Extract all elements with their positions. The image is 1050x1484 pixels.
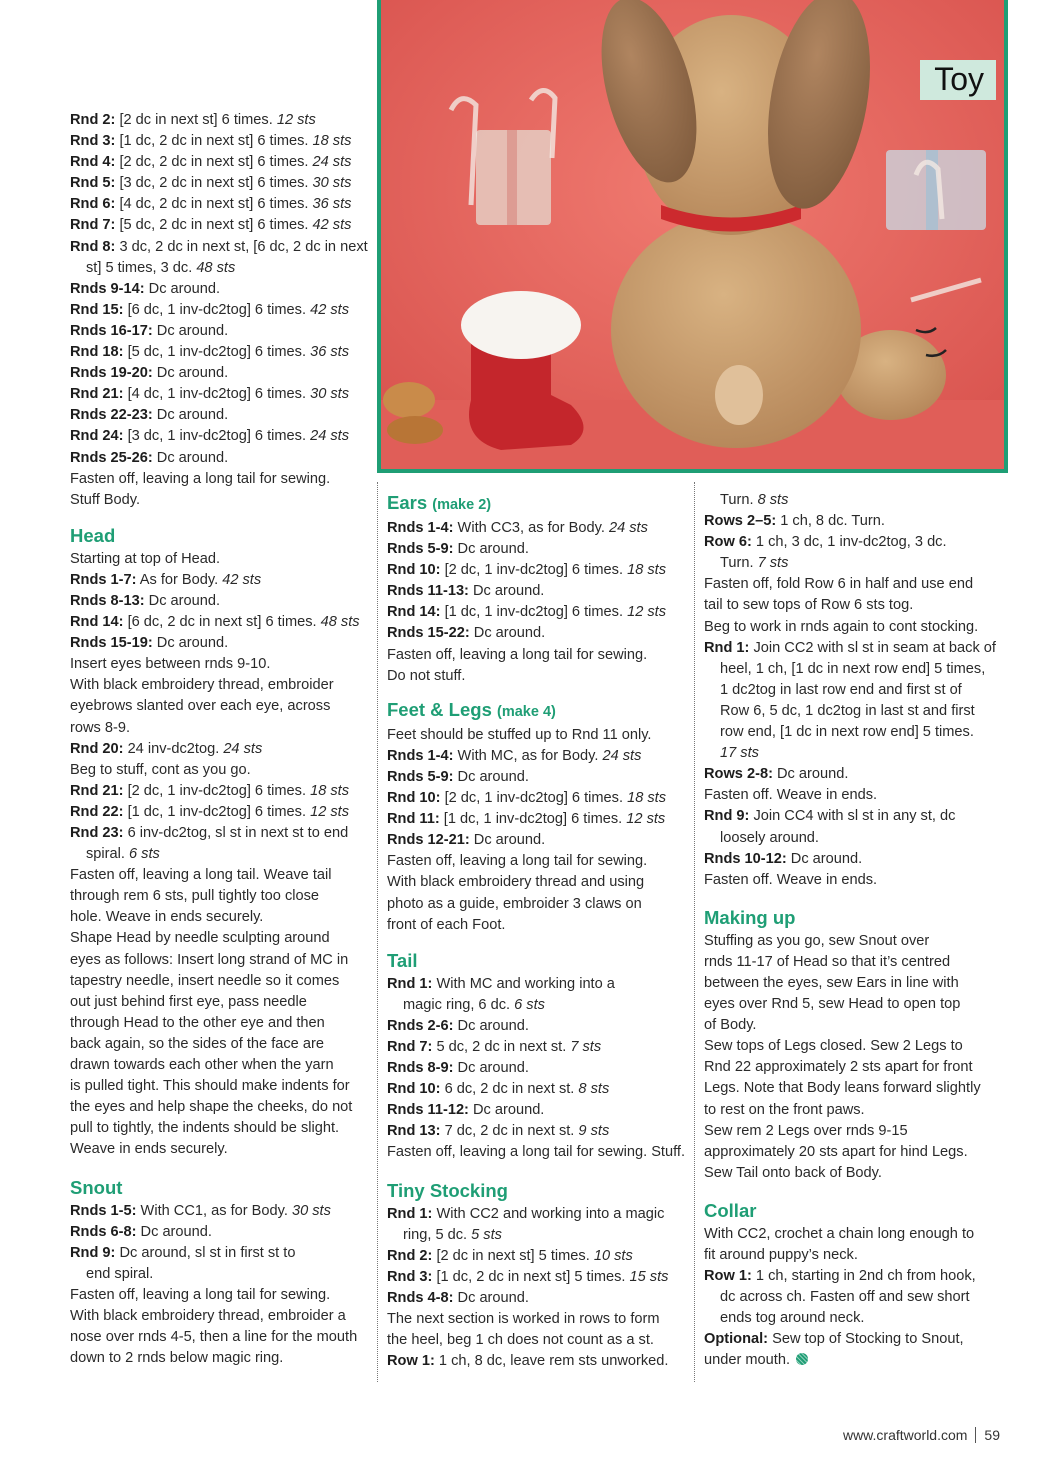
instruction-line: rnds 11-17 of Head so that it’s centred — [704, 953, 951, 970]
instruction-line: Turn. 8 sts — [720, 492, 789, 508]
instruction-line: Stuff Body. — [70, 491, 141, 508]
section-badge: Toy — [920, 60, 996, 100]
instruction-line: Feet should be stuffed up to Rnd 11 only. — [387, 726, 652, 743]
instruction-line: Rnd 22 approximately 2 sts apart for front — [704, 1059, 973, 1076]
instruction-line: end spiral. — [86, 1265, 154, 1282]
column-ears-legs-tail-stocking — [387, 490, 683, 1372]
instruction-line: Stuffing as you go, sew Snout over — [704, 932, 930, 949]
instruction-line: With black embroidery thread and using — [387, 874, 645, 891]
instruction-line: ends tog around neck. — [720, 1310, 865, 1327]
instruction-line: Rnd 6: [4 dc, 2 dc in next st] 6 times. 36 sts — [70, 196, 352, 213]
instruction-line: Legs. Note that Body leans forward slightly — [704, 1080, 981, 1097]
instruction-line: eyes over Rnd 5, sew Head to open top — [704, 996, 961, 1013]
instruction-line: Rnd 23: 6 inv-dc2tog, sl st in next st to end — [70, 825, 349, 841]
instruction-line: Rnd 13: 7 dc, 2 dc in next st. 9 sts — [387, 1123, 610, 1140]
instruction-line: Rnds 1-4: With CC3, as for Body. 24 sts — [387, 520, 648, 536]
instruction-line: Rows 2-8: Dc around. — [704, 766, 849, 783]
instruction-line: Rnds 25-26: Dc around. — [70, 449, 229, 466]
instruction-line: pull to tightly, the indents should be slight. — [70, 1120, 340, 1137]
section-heading-snout: Snout — [70, 1176, 123, 1198]
instruction-line: Fasten off, fold Row 6 in half and use end — [704, 576, 974, 593]
section-heading-making-up: Making up — [704, 906, 796, 928]
instruction-line: tapestry needle, insert needle so it comes — [70, 972, 340, 989]
instruction-line: of Body. — [704, 1017, 757, 1034]
section-heading-collar: Collar — [704, 1199, 757, 1221]
instruction-line: Rnd 10: 6 dc, 2 dc in next st. 8 sts — [387, 1081, 610, 1098]
instruction-line: the eyes and help shape the cheeks, do not — [70, 1099, 353, 1116]
instruction-line: Beg to stuff, cont as you go. — [70, 761, 251, 778]
instruction-line: through Head to the other eye and then — [70, 1014, 325, 1031]
instruction-line: The next section is worked in rows to form — [387, 1311, 660, 1327]
instruction-line: Turn. 7 sts — [720, 555, 789, 572]
website-link[interactable]: www.craftworld.com — [842, 1427, 968, 1443]
instruction-line: hole. Weave in ends securely. — [70, 909, 264, 926]
instruction-line: Rnds 1-7: As for Body. 42 sts — [70, 571, 262, 588]
instruction-line: 17 sts — [720, 745, 759, 762]
section-heading-ears: Ears (make 2) — [387, 492, 492, 513]
instruction-line: down to 2 rnds below magic ring. — [70, 1350, 284, 1367]
instruction-line: Rnd 9: Join CC4 with sl st in any st, dc — [704, 808, 956, 825]
instruction-line: Rnd 5: [3 dc, 2 dc in next st] 6 times. 30 sts — [70, 175, 352, 192]
instruction-line: back again, so the sides of the face are — [70, 1035, 324, 1052]
instruction-line: With CC2, crochet a chain long enough to — [704, 1225, 975, 1242]
section-heading-head: Head — [70, 524, 116, 546]
instruction-line: Fasten off, leaving a long tail. Weave tail — [70, 867, 332, 884]
instruction-line: Rnd 2: [2 dc in next st] 6 times. 12 sts — [70, 112, 316, 128]
column-body-head-snout — [70, 110, 370, 1369]
instruction-line: Rnds 19-20: Dc around. — [70, 365, 229, 382]
instruction-line: Beg to work in rnds again to cont stocking. — [704, 618, 979, 635]
instruction-line: front of each Foot. — [387, 916, 506, 933]
section-heading-tail: Tail — [387, 949, 418, 971]
instruction-line: spiral. 6 sts — [86, 846, 160, 863]
column-stocking-making-up-collar — [704, 490, 1004, 1372]
instruction-line: Rnds 1-4: With MC, as for Body. 24 sts — [387, 747, 642, 764]
page-number: 59 — [984, 1427, 1000, 1443]
instruction-line: Row 1: 1 ch, 8 dc, leave rem sts unworked. — [387, 1353, 669, 1370]
instruction-line: row end, [1 dc in next row end] 5 times. — [720, 724, 974, 741]
instruction-line: Fasten off. Weave in ends. — [704, 871, 878, 888]
instruction-line: Rnds 6-8: Dc around. — [70, 1223, 212, 1240]
instruction-line: Rnds 15-22: Dc around. — [387, 625, 546, 642]
instruction-line: Fasten off, leaving a long tail for sewing. — [387, 646, 648, 663]
instruction-line: dc across ch. Fasten off and sew short — [720, 1289, 970, 1306]
instruction-line: Rnd 14: [6 dc, 2 dc in next st] 6 times. 48 sts — [70, 614, 360, 631]
instruction-line: Rnds 5-9: Dc around. — [387, 541, 529, 558]
column-divider-left — [377, 482, 378, 1382]
instruction-line: loosely around. — [720, 829, 819, 846]
instruction-line: 1 dc2tog in last row end and first st of — [720, 681, 962, 698]
instruction-line: Rnd 10: [2 dc, 1 inv-dc2tog] 6 times. 18 sts — [387, 790, 667, 807]
instruction-line: eyebrows slanted over each eye, across — [70, 698, 331, 715]
column-divider-right — [694, 482, 695, 1382]
instruction-line: ring, 5 dc. 5 sts — [403, 1226, 502, 1243]
instruction-line: approximately 20 sts apart for hind Legs. — [704, 1143, 968, 1160]
instruction-line: Fasten off, leaving a long tail for sewing. — [387, 853, 648, 870]
instruction-line: Rnd 7: 5 dc, 2 dc in next st. 7 sts — [387, 1038, 602, 1055]
instruction-line: under mouth. — [704, 1350, 1004, 1371]
instruction-line: Rnds 22-23: Dc around. — [70, 407, 229, 424]
instruction-line: st] 5 times, 3 dc. 48 sts — [86, 259, 236, 276]
page-footer — [843, 1427, 1000, 1443]
instruction-line: Shape Head by needle sculpting around — [70, 930, 330, 947]
instruction-line: Rnds 15-19: Dc around. — [70, 635, 229, 652]
instruction-line: the heel, beg 1 ch does not count as a st. — [387, 1332, 654, 1349]
instruction-line: Rnd 4: [2 dc, 2 dc in next st] 6 times. 24 sts — [70, 154, 352, 171]
instruction-line: Rnds 11-13: Dc around. — [387, 583, 545, 600]
instruction-line: Rnd 2: [2 dc in next st] 5 times. 10 sts — [387, 1247, 633, 1264]
instruction-line: out just behind first eye, pass needle — [70, 993, 307, 1010]
instruction-line: Rnd 20: 24 inv-dc2tog. 24 sts — [70, 740, 263, 757]
instruction-line: Rnd 15: [6 dc, 1 inv-dc2tog] 6 times. 42 sts — [70, 301, 350, 318]
instruction-line: Sew tops of Legs closed. Sew 2 Legs to — [704, 1038, 963, 1055]
instruction-line: Rnds 5-9: Dc around. — [387, 768, 529, 785]
instruction-line: Row 6: 1 ch, 3 dc, 1 inv-dc2tog, 3 dc. — [704, 534, 947, 551]
instruction-line: Fasten off, leaving a long tail for sewing. — [70, 1286, 331, 1303]
instruction-line: fit around puppy’s neck. — [704, 1247, 858, 1263]
instruction-line: Fasten off, leaving a long tail for sewing. — [70, 470, 331, 487]
instruction-line: Row 1: 1 ch, starting in 2nd ch from hook, — [704, 1268, 976, 1285]
instruction-line: to rest on the front paws. — [704, 1101, 865, 1118]
instruction-line: Rnd 1: Join CC2 with sl st in seam at back of — [704, 639, 996, 656]
section-heading-feet-legs: Feet & Legs (make 4) — [387, 698, 556, 720]
instruction-line: Rnds 9-14: Dc around. — [70, 280, 221, 297]
instruction-line: Rnd 21: [4 dc, 1 inv-dc2tog] 6 times. 30 sts — [70, 386, 350, 403]
instruction-line: Sew rem 2 Legs over rnds 9-15 — [704, 1122, 908, 1139]
instruction-line: nose over rnds 4-5, then a line for the mouth — [70, 1329, 358, 1346]
instruction-line: Sew Tail onto back of Body. — [704, 1164, 882, 1181]
instruction-line: Starting at top of Head. — [70, 550, 221, 567]
instruction-line: Rnds 8-9: Dc around. — [387, 1060, 529, 1077]
instruction-line: Rnds 10-12: Dc around. — [704, 850, 863, 867]
yarn-ball-end-icon — [796, 1353, 808, 1365]
instruction-line: Rnd 24: [3 dc, 1 inv-dc2tog] 6 times. 24 sts — [70, 428, 350, 445]
instruction-line: Rnds 12-21: Dc around. — [387, 832, 546, 849]
amigurumi-puppy-illustration — [381, 0, 1004, 469]
instruction-line: Rnd 21: [2 dc, 1 inv-dc2tog] 6 times. 18 sts — [70, 782, 350, 799]
instruction-line: Row 6, 5 dc, 1 dc2tog in last st and first — [720, 702, 975, 719]
instruction-line: drawn towards each other when the yarn — [70, 1057, 334, 1074]
instruction-line: magic ring, 6 dc. 6 sts — [403, 996, 545, 1013]
instruction-line: Weave in ends securely. — [70, 1141, 228, 1158]
instruction-line: Rnd 10: [2 dc, 1 inv-dc2tog] 6 times. 18 sts — [387, 562, 667, 579]
instruction-line: Rnds 1-5: With CC1, as for Body. 30 sts — [70, 1202, 331, 1219]
instruction-line: Rnd 22: [1 dc, 1 inv-dc2tog] 6 times. 12 sts — [70, 803, 350, 820]
instruction-line: Rnd 7: [5 dc, 2 dc in next st] 6 times. 42 sts — [70, 217, 352, 234]
instruction-line: eyes as follows: Insert long strand of MC in — [70, 951, 349, 968]
instruction-line: Fasten off. Weave in ends. — [704, 787, 878, 804]
instruction-line: Rnds 8-13: Dc around. — [70, 592, 221, 609]
instruction-line: With black embroidery thread, embroider — [70, 677, 334, 694]
hero-photo — [377, 0, 1008, 473]
instruction-line: Rnds 2-6: Dc around. — [387, 1017, 529, 1034]
instruction-line: Rnd 18: [5 dc, 1 inv-dc2tog] 6 times. 36 sts — [70, 344, 350, 361]
footer-separator — [975, 1427, 976, 1443]
instruction-line: Rnds 4-8: Dc around. — [387, 1289, 529, 1306]
instruction-line: between the eyes, sew Ears in line with — [704, 974, 959, 991]
instruction-line: Rnd 11: [1 dc, 1 inv-dc2tog] 6 times. 12 sts — [387, 811, 666, 828]
instruction-line: Fasten off, leaving a long tail for sewing. Stuff. — [387, 1144, 685, 1161]
instruction-line: photo as a guide, embroider 3 claws on — [387, 895, 642, 912]
instruction-line: Rnd 3: [1 dc, 2 dc in next st] 5 times. 15 sts — [387, 1268, 669, 1285]
instruction-line: Optional: Sew top of Stocking to Snout, — [704, 1331, 964, 1348]
instruction-line: Rows 2–5: 1 ch, 8 dc. Turn. — [704, 513, 885, 530]
instruction-line: Rnd 1: With MC and working into a — [387, 975, 615, 992]
instruction-line: rows 8-9. — [70, 719, 131, 736]
instruction-line: Do not stuff. — [387, 667, 466, 684]
instruction-line: With black embroidery thread, embroider a — [70, 1307, 346, 1324]
instruction-line: Rnd 9: Dc around, sl st in first st to — [70, 1244, 296, 1261]
instruction-line: heel, 1 ch, [1 dc in next row end] 5 times, — [720, 660, 986, 677]
instruction-line: Rnd 3: [1 dc, 2 dc in next st] 6 times. 18 sts — [70, 133, 352, 150]
instruction-line: Rnds 11-12: Dc around. — [387, 1102, 545, 1119]
instruction-line: is pulled tight. This should make indents for — [70, 1078, 350, 1095]
instruction-line: Insert eyes between rnds 9-10. — [70, 656, 271, 673]
instruction-line: tail to sew tops of Row 6 sts tog. — [704, 597, 914, 614]
instruction-line: Rnds 16-17: Dc around. — [70, 322, 229, 339]
instruction-line: through rem 6 sts, pull tightly too close — [70, 888, 320, 905]
instruction-line: Rnd 14: [1 dc, 1 inv-dc2tog] 6 times. 12 sts — [387, 604, 667, 621]
instruction-line: Rnd 8: 3 dc, 2 dc in next st, [6 dc, 2 dc in next — [70, 238, 368, 255]
instruction-line: Rnd 1: With CC2 and working into a magic — [387, 1205, 665, 1222]
section-heading-tiny-stocking: Tiny Stocking — [387, 1179, 508, 1201]
